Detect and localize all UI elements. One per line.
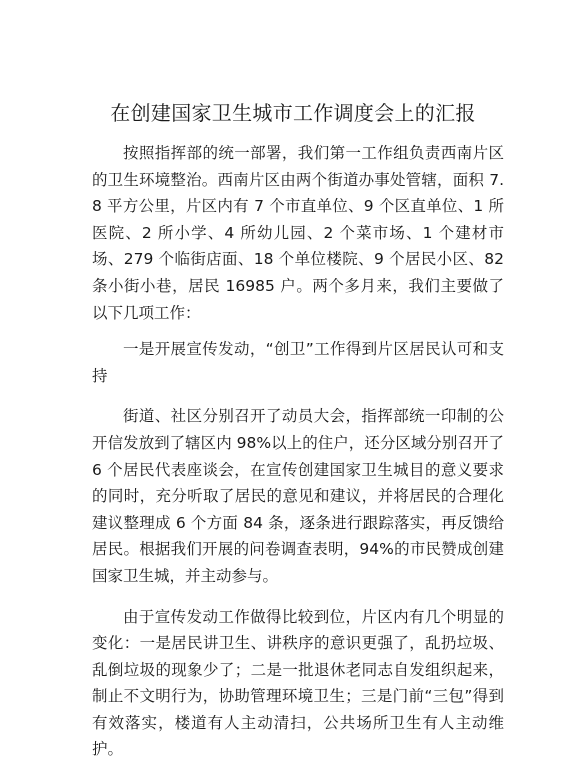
section-heading-paragraph: 一是开展宣传发动，“创卫”工作得到片区居民认可和支持	[92, 336, 504, 389]
body-paragraph-changes: 由于宣传发动工作做得比较到位，片区内有几个明显的变化：一是居民讲卫生、讲秩序的意识更强了，乱扔垃圾、乱倒垃圾的现象少了；二是一批退休老同志自发组织起来，制止不文明行为，协助管理环境卫生；三是门前“三包”得到有效落实，楼道有人主动清扫，公共场所卫生有人主动维护。	[92, 604, 504, 763]
body-paragraph-mobilization: 街道、社区分别召开了动员大会，指挥部统一印制的公开信发放到了辖区内 98%以上的住户，还分区域分别召开了 6 个居民代表座谈会，在宣传创建国家卫生城目的意义要求的同时，充分听取了居民的意见和建议，并将居民的合理化建议整理成 6 个方面 84 条，逐条进行跟踪落实，再反馈给居民。根据我们开展的问卷调查表明，94%的市民赞成创建国家卫生城，并主动参与。	[92, 403, 504, 589]
document-title: 在创建国家卫生城市工作调度会上的汇报	[0, 98, 586, 128]
document-body	[92, 140, 504, 763]
intro-paragraph: 按照指挥部的统一部署，我们第一工作组负责西南片区的卫生环境整治。西南片区由两个街道办事处管辖，面积 7.8 平方公里，片区内有 7 个市直单位、9 个区直单位、1 所医院、2 所小学、4 所幼儿园、2 个菜市场、1 个建材市场、279 个临街店面、18 个单位楼院、9 个居民小区、82 条小街小巷，居民 16985 户。两个多月来，我们主要做了以下几项工作：	[92, 140, 504, 326]
